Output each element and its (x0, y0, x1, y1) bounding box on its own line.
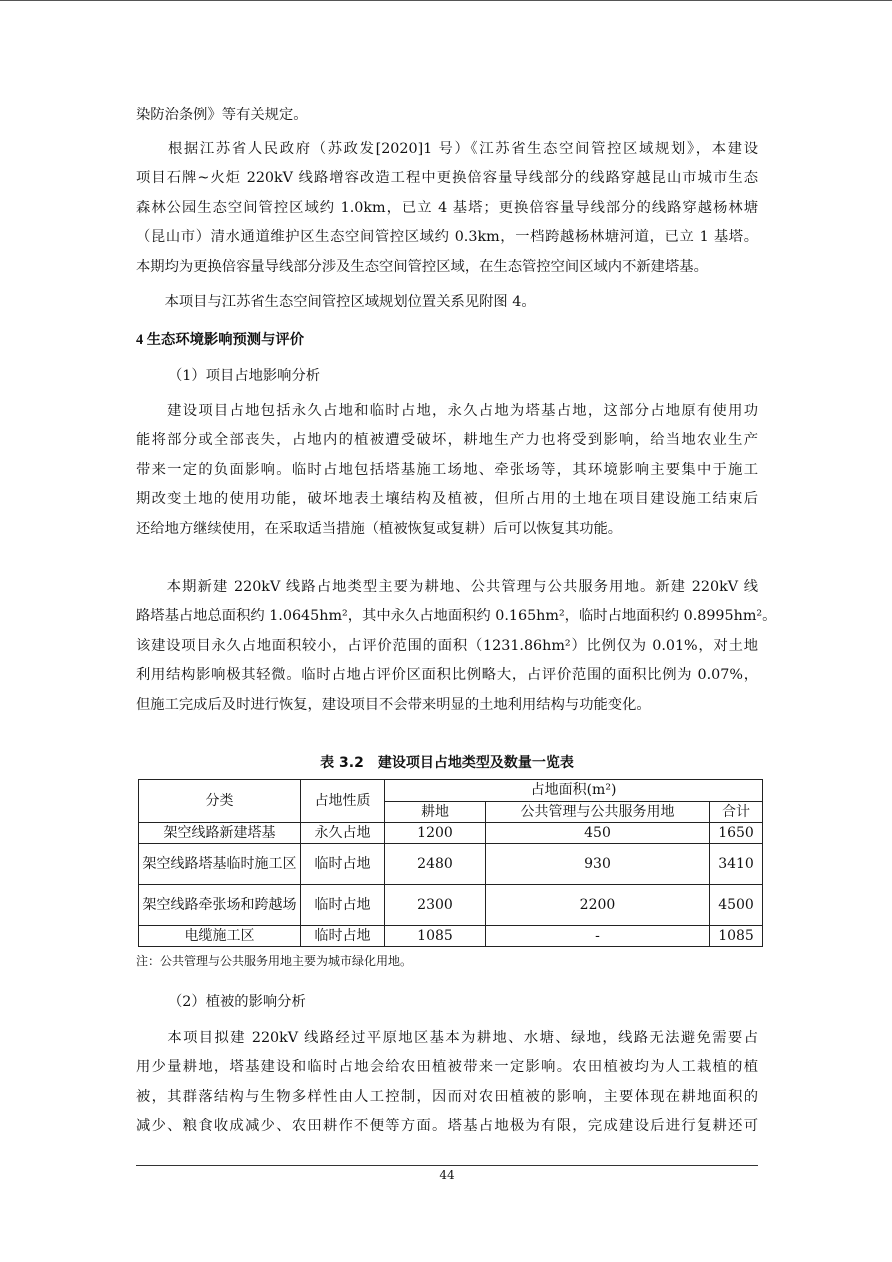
header-nature: 占地性质 (301, 780, 385, 823)
subsection-heading-vegetation: （2）植被的影响分析 (168, 994, 306, 1010)
text-line: 森林公园生态空间管控区域约 1.0km，已立 4 基塔；更换倍容量导线部分的线路穿越杨林塘 (136, 199, 758, 216)
page-number: 44 (439, 1168, 455, 1182)
text-line: 减少、粮食收成减少、农田耕作不便等方面。塔基占地极为有限，完成建设后进行复耕还可 (136, 1118, 758, 1135)
paragraph-1 (136, 135, 758, 282)
header-area: 占地面积(m²) (385, 780, 763, 802)
cell-category: 架空线路塔基临时施工区 (139, 844, 301, 885)
cell-farmland: 2300 (385, 885, 486, 926)
text-line: 但施工完成后及时进行恢复，建设项目不会带来明显的土地利用结构与功能变化。 (136, 696, 651, 713)
table-note: 注：公共管理与公共服务用地主要为城市绿化用地。 (136, 954, 413, 968)
paragraph-5 (136, 1024, 758, 1142)
cell-total: 4500 (710, 885, 763, 926)
subsection-heading-land: （1）项目占地影响分析 (168, 368, 321, 384)
table-row (139, 926, 763, 947)
text-line: 本项目与江苏省生态空间管控区域规划位置关系见附图 4。 (136, 294, 536, 310)
cell-total: 1650 (710, 823, 763, 844)
cell-category: 电缆施工区 (139, 926, 301, 947)
text-line: 用少量耕地，塔基建设和临时占地会给农田植被带来一定影响。农田植被均为人工栽植的植 (136, 1059, 758, 1076)
cell-nature: 临时占地 (301, 844, 385, 885)
text-line: （昆山市）清水通道维护区生态空间管控区域约 0.3km，一档跨越杨林塘河道，已立 1 基塔。 (136, 229, 758, 246)
cell-public: 450 (486, 823, 710, 844)
paragraph-0 (136, 101, 758, 130)
text-line: 本期均为更换倍容量导线部分涉及生态空间管控区域，在生态管控空间区域内不新建塔基。 (136, 258, 708, 275)
header-public: 公共管理与公共服务用地 (486, 802, 710, 823)
cell-public: 2200 (486, 885, 710, 926)
cell-category: 架空线路新建塔基 (139, 823, 301, 844)
cell-nature: 临时占地 (301, 926, 385, 947)
text-line: 项目石牌~火炬 220kV 线路增容改造工程中更换倍容量导线部分的线路穿越昆山市城市生态 (136, 170, 758, 187)
header-farmland: 耕地 (385, 802, 486, 823)
paragraph-2 (136, 288, 758, 317)
text-line: 建设项目占地包括永久占地和临时占地，永久占地为塔基占地，这部分占地原有使用功 (136, 403, 758, 419)
cell-public: 930 (486, 844, 710, 885)
header-category: 分类 (139, 780, 301, 823)
cell-public: - (486, 926, 710, 947)
text-line: 还给地方继续使用，在采取适当措施（植被恢复或复耕）后可以恢复其功能。 (136, 520, 623, 537)
land-use-table (138, 779, 763, 947)
footer-divider (136, 1165, 758, 1166)
text-line: 本项目拟建 220kV 线路经过平原地区基本为耕地、水塘、绿地，线路无法避免需要占 (136, 1030, 758, 1046)
text-line: 本期新建 220kV 线路占地类型主要为耕地、公共管理与公共服务用地。新建 220kV 线 (136, 579, 758, 595)
paragraph-3 (136, 397, 758, 544)
text-line: 染防治条例》等有关规定。 (136, 107, 308, 123)
text-line: 期改变土地的使用功能，破坏地表土壤结构及植被，但所占用的土地在项目建设施工结束后 (136, 491, 758, 508)
cell-farmland: 1085 (385, 926, 486, 947)
table-row (139, 885, 763, 926)
header-total: 合计 (710, 802, 763, 823)
paragraph-4 (136, 573, 777, 720)
table-caption: 表 3.2 建设项目占地类型及数量一览表 (320, 755, 574, 771)
cell-farmland: 2480 (385, 844, 486, 885)
cell-category: 架空线路牵张场和跨越场 (139, 885, 301, 926)
section-heading: 4 生态环境影响预测与评价 (136, 332, 304, 348)
top-border-line (0, 0, 892, 1)
cell-nature: 永久占地 (301, 823, 385, 844)
text-line: 路塔基占地总面积约 1.0645hm²，其中永久占地面积约 0.165hm²，临时占地面积约 0.8995hm²。 (136, 608, 777, 625)
text-line: 带来一定的负面影响。临时占地包括塔基施工场地、牵张场等，其环境影响主要集中于施工 (136, 461, 758, 478)
text-line: 被，其群落结构与生物多样性由人工控制，因而对农田植被的影响，主要体现在耕地面积的 (136, 1088, 758, 1105)
text-line: 利用结构影响极其轻微。临时占地占评价区面积比例略大，占评价范围的面积比例为 0.07%， (136, 667, 758, 684)
cell-total: 1085 (710, 926, 763, 947)
cell-nature: 临时占地 (301, 885, 385, 926)
text-line: 能将部分或全部丧失，占地内的植被遭受破坏，耕地生产力也将受到影响，给当地农业生产 (136, 432, 758, 449)
table-row (139, 823, 763, 844)
text-line: 根据江苏省人民政府（苏政发[2020]1 号）《江苏省生态空间管控区域规划》，本建设 (136, 141, 758, 157)
table-row (139, 844, 763, 885)
cell-total: 3410 (710, 844, 763, 885)
cell-farmland: 1200 (385, 823, 486, 844)
text-line: 该建设项目永久占地面积较小，占评价范围的面积（1231.86hm²）比例仅为 0.01%，对土地 (136, 637, 758, 654)
